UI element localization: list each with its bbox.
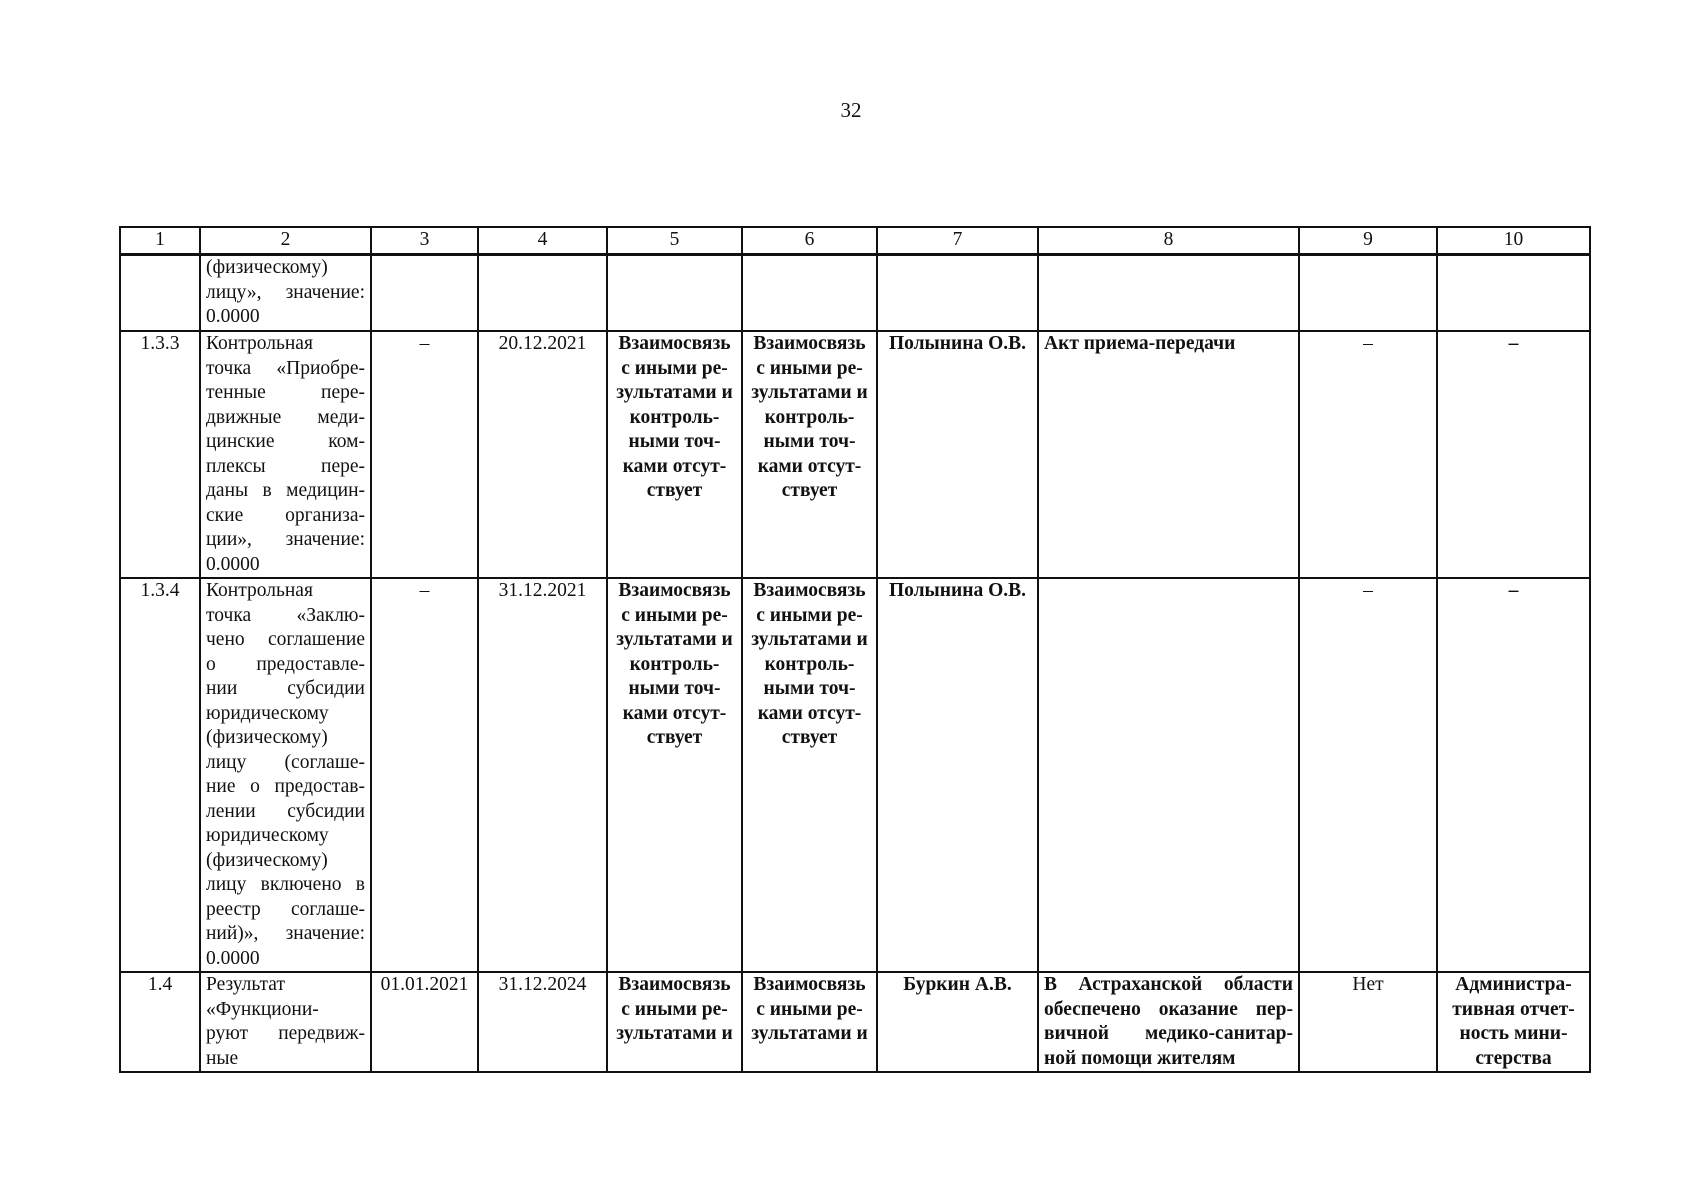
cell-line: с иными ре- bbox=[621, 998, 728, 1020]
column-header: 9 bbox=[1299, 227, 1437, 255]
cell-line: Взаимосвязь bbox=[753, 333, 866, 354]
cell-line: обеспечено оказание пер- bbox=[1044, 998, 1293, 1020]
cell-line: точка «Заклю- bbox=[206, 604, 365, 626]
cell-text: 31.12.2024 bbox=[498, 974, 587, 995]
cell-responsible bbox=[877, 578, 1038, 972]
cell-line: тенные пере- bbox=[206, 382, 365, 403]
cell-text: Нет bbox=[1352, 974, 1384, 995]
cell-start-date bbox=[371, 578, 478, 972]
cell-line: зультатами и bbox=[751, 629, 868, 650]
cell-line: лицу включено в bbox=[206, 874, 365, 895]
cell-line: юридическому bbox=[206, 825, 329, 846]
cell-end-date bbox=[478, 331, 607, 578]
cell-line: точка «Приобре- bbox=[206, 357, 365, 379]
cell-flag bbox=[1299, 578, 1437, 972]
cell-number bbox=[120, 578, 200, 972]
cell-description bbox=[200, 331, 371, 578]
cell-description bbox=[200, 972, 371, 1072]
cell-line: Контрольная bbox=[206, 333, 313, 354]
cell-end-date bbox=[478, 972, 607, 1072]
plan-table bbox=[119, 226, 1591, 1073]
cell-flag bbox=[1299, 331, 1437, 578]
cell-text: 1.4 bbox=[147, 974, 173, 995]
cell-line: ствует bbox=[646, 480, 703, 501]
cell-number bbox=[120, 255, 200, 332]
cell-line: ной помощи жителям bbox=[1044, 1047, 1236, 1069]
cell-text: Буркин А.В. bbox=[903, 974, 1012, 995]
cell-line: 0.0000 bbox=[206, 553, 260, 575]
column-header: 6 bbox=[742, 227, 877, 255]
cell-line: ции», значение: bbox=[206, 529, 365, 550]
cell-line: ками отсут- bbox=[622, 455, 727, 477]
cell-line: цинские ком- bbox=[206, 431, 365, 452]
cell-line: «Функциони- bbox=[206, 998, 319, 1020]
cell-responsible bbox=[877, 331, 1038, 578]
cell-successor bbox=[742, 255, 877, 332]
cell-line: ками отсут- bbox=[622, 702, 727, 724]
cell-line: движные меди- bbox=[206, 406, 365, 428]
cell-flag bbox=[1299, 255, 1437, 332]
cell-line: 0.0000 bbox=[206, 306, 260, 327]
cell-line: 0.0000 bbox=[206, 947, 260, 969]
table-row bbox=[120, 972, 1590, 1072]
cell-responsible bbox=[877, 972, 1038, 1072]
cell-start-date bbox=[371, 972, 478, 1072]
cell-line: лицу», значение: bbox=[206, 281, 365, 303]
cell-text: 1.3.3 bbox=[140, 333, 180, 354]
table-row bbox=[120, 331, 1590, 578]
page-number: 32 bbox=[840, 98, 862, 122]
cell-line: Взаимосвязь bbox=[618, 333, 731, 354]
cell-line: Результат bbox=[206, 974, 285, 995]
cell-predecessor bbox=[607, 972, 742, 1072]
cell-line: ными точ- bbox=[628, 431, 721, 452]
cell-line: В Астраханской области bbox=[1044, 974, 1293, 995]
cell-line: ками отсут- bbox=[757, 455, 862, 477]
cell-text: – bbox=[419, 333, 430, 354]
cell-number bbox=[120, 331, 200, 578]
cell-result-type bbox=[1038, 255, 1299, 332]
cell-line: руют передвиж- bbox=[206, 1023, 365, 1044]
cell-line: Акт приема-передачи bbox=[1044, 333, 1236, 354]
cell-end-date bbox=[478, 578, 607, 972]
cell-predecessor bbox=[607, 578, 742, 972]
cell-line: Контрольная bbox=[206, 580, 313, 601]
header-row bbox=[120, 227, 1590, 255]
cell-line: с иными ре- bbox=[621, 604, 728, 626]
cell-line: с иными ре- bbox=[756, 604, 863, 626]
cell-start-date bbox=[371, 255, 478, 332]
cell-line: ность мини- bbox=[1459, 1023, 1568, 1044]
cell-information-system bbox=[1437, 255, 1590, 332]
cell-line: – bbox=[1508, 333, 1519, 354]
cell-information-system bbox=[1437, 578, 1590, 972]
cell-text: – bbox=[1363, 333, 1373, 354]
cell-text: – bbox=[1363, 580, 1373, 601]
cell-description bbox=[200, 578, 371, 972]
cell-end-date bbox=[478, 255, 607, 332]
cell-line: зультатами и bbox=[751, 382, 868, 403]
cell-predecessor bbox=[607, 255, 742, 332]
cell-line: ствует bbox=[781, 480, 838, 501]
column-header: 1 bbox=[120, 227, 200, 255]
cell-line: ками отсут- bbox=[757, 702, 862, 724]
cell-line: плексы пере- bbox=[206, 455, 365, 477]
column-header: 4 bbox=[478, 227, 607, 255]
cell-line: ными точ- bbox=[628, 678, 721, 699]
cell-line: контроль- bbox=[629, 653, 720, 675]
cell-line: реестр соглаше- bbox=[206, 898, 365, 920]
cell-line: Взаимосвязь bbox=[618, 580, 731, 601]
cell-description bbox=[200, 255, 371, 332]
cell-text: – bbox=[419, 580, 430, 601]
cell-number bbox=[120, 972, 200, 1072]
cell-result-type bbox=[1038, 331, 1299, 578]
cell-text: Полынина О.В. bbox=[888, 333, 1027, 354]
cell-line: тивная отчет- bbox=[1452, 998, 1575, 1020]
cell-result-type bbox=[1038, 972, 1299, 1072]
cell-information-system bbox=[1437, 331, 1590, 578]
cell-line: (физическому) bbox=[206, 849, 328, 871]
cell-successor bbox=[742, 578, 877, 972]
cell-line: стерства bbox=[1475, 1047, 1552, 1069]
cell-line: контроль- bbox=[629, 406, 720, 428]
cell-line: лицу (соглаше- bbox=[206, 751, 365, 773]
cell-line: (физическому) bbox=[206, 257, 328, 278]
cell-line: о предоставле- bbox=[206, 653, 365, 675]
cell-line: зультатами и bbox=[751, 1023, 868, 1044]
column-header: 8 bbox=[1038, 227, 1299, 255]
cell-line: контроль- bbox=[764, 406, 855, 428]
cell-line: чено соглашение bbox=[206, 629, 365, 650]
cell-line: нии субсидии bbox=[206, 678, 365, 699]
cell-line: с иными ре- bbox=[756, 998, 863, 1020]
cell-responsible bbox=[877, 255, 1038, 332]
cell-successor bbox=[742, 972, 877, 1072]
cell-line: Взаимосвязь bbox=[618, 974, 731, 995]
cell-line: вичной медико-санитар- bbox=[1044, 1023, 1293, 1044]
cell-line: Взаимосвязь bbox=[753, 580, 866, 601]
cell-line: лении субсидии bbox=[206, 800, 365, 822]
cell-line: зультатами и bbox=[616, 629, 733, 650]
cell-line: ские организа- bbox=[206, 504, 365, 526]
column-header: 2 bbox=[200, 227, 371, 255]
cell-successor bbox=[742, 331, 877, 578]
cell-line: зультатами и bbox=[616, 1023, 733, 1044]
cell-text: 20.12.2021 bbox=[498, 333, 587, 354]
cell-information-system bbox=[1437, 972, 1590, 1072]
cell-line: Администра- bbox=[1455, 974, 1572, 995]
cell-line: Взаимосвязь bbox=[753, 974, 866, 995]
column-header: 10 bbox=[1437, 227, 1590, 255]
cell-line: – bbox=[1508, 580, 1519, 601]
cell-line: ние о предостав- bbox=[206, 776, 365, 797]
cell-line: даны в медицин- bbox=[206, 480, 365, 501]
cell-text: 01.01.2021 bbox=[380, 974, 469, 995]
cell-result-type bbox=[1038, 578, 1299, 972]
cell-line: с иными ре- bbox=[621, 357, 728, 379]
cell-text: 31.12.2021 bbox=[498, 580, 587, 601]
cell-line: юридическому bbox=[206, 702, 329, 724]
table-row bbox=[120, 578, 1590, 972]
column-header: 3 bbox=[371, 227, 478, 255]
cell-flag bbox=[1299, 972, 1437, 1072]
cell-line: контроль- bbox=[764, 653, 855, 675]
cell-line: ными точ- bbox=[763, 678, 856, 699]
column-header: 7 bbox=[877, 227, 1038, 255]
cell-line: ные bbox=[206, 1047, 239, 1069]
cell-line: ствует bbox=[646, 727, 703, 748]
cell-text: 1.3.4 bbox=[140, 580, 180, 601]
cell-predecessor bbox=[607, 331, 742, 578]
cell-line: с иными ре- bbox=[756, 357, 863, 379]
cell-line: (физическому) bbox=[206, 727, 328, 748]
cell-line: зультатами и bbox=[616, 382, 733, 403]
cell-line: ными точ- bbox=[763, 431, 856, 452]
cell-text: Полынина О.В. bbox=[888, 580, 1027, 601]
table-row bbox=[120, 255, 1590, 332]
cell-line: ствует bbox=[781, 727, 838, 748]
cell-start-date bbox=[371, 331, 478, 578]
column-header: 5 bbox=[607, 227, 742, 255]
cell-line: ний)», значение: bbox=[206, 923, 365, 944]
